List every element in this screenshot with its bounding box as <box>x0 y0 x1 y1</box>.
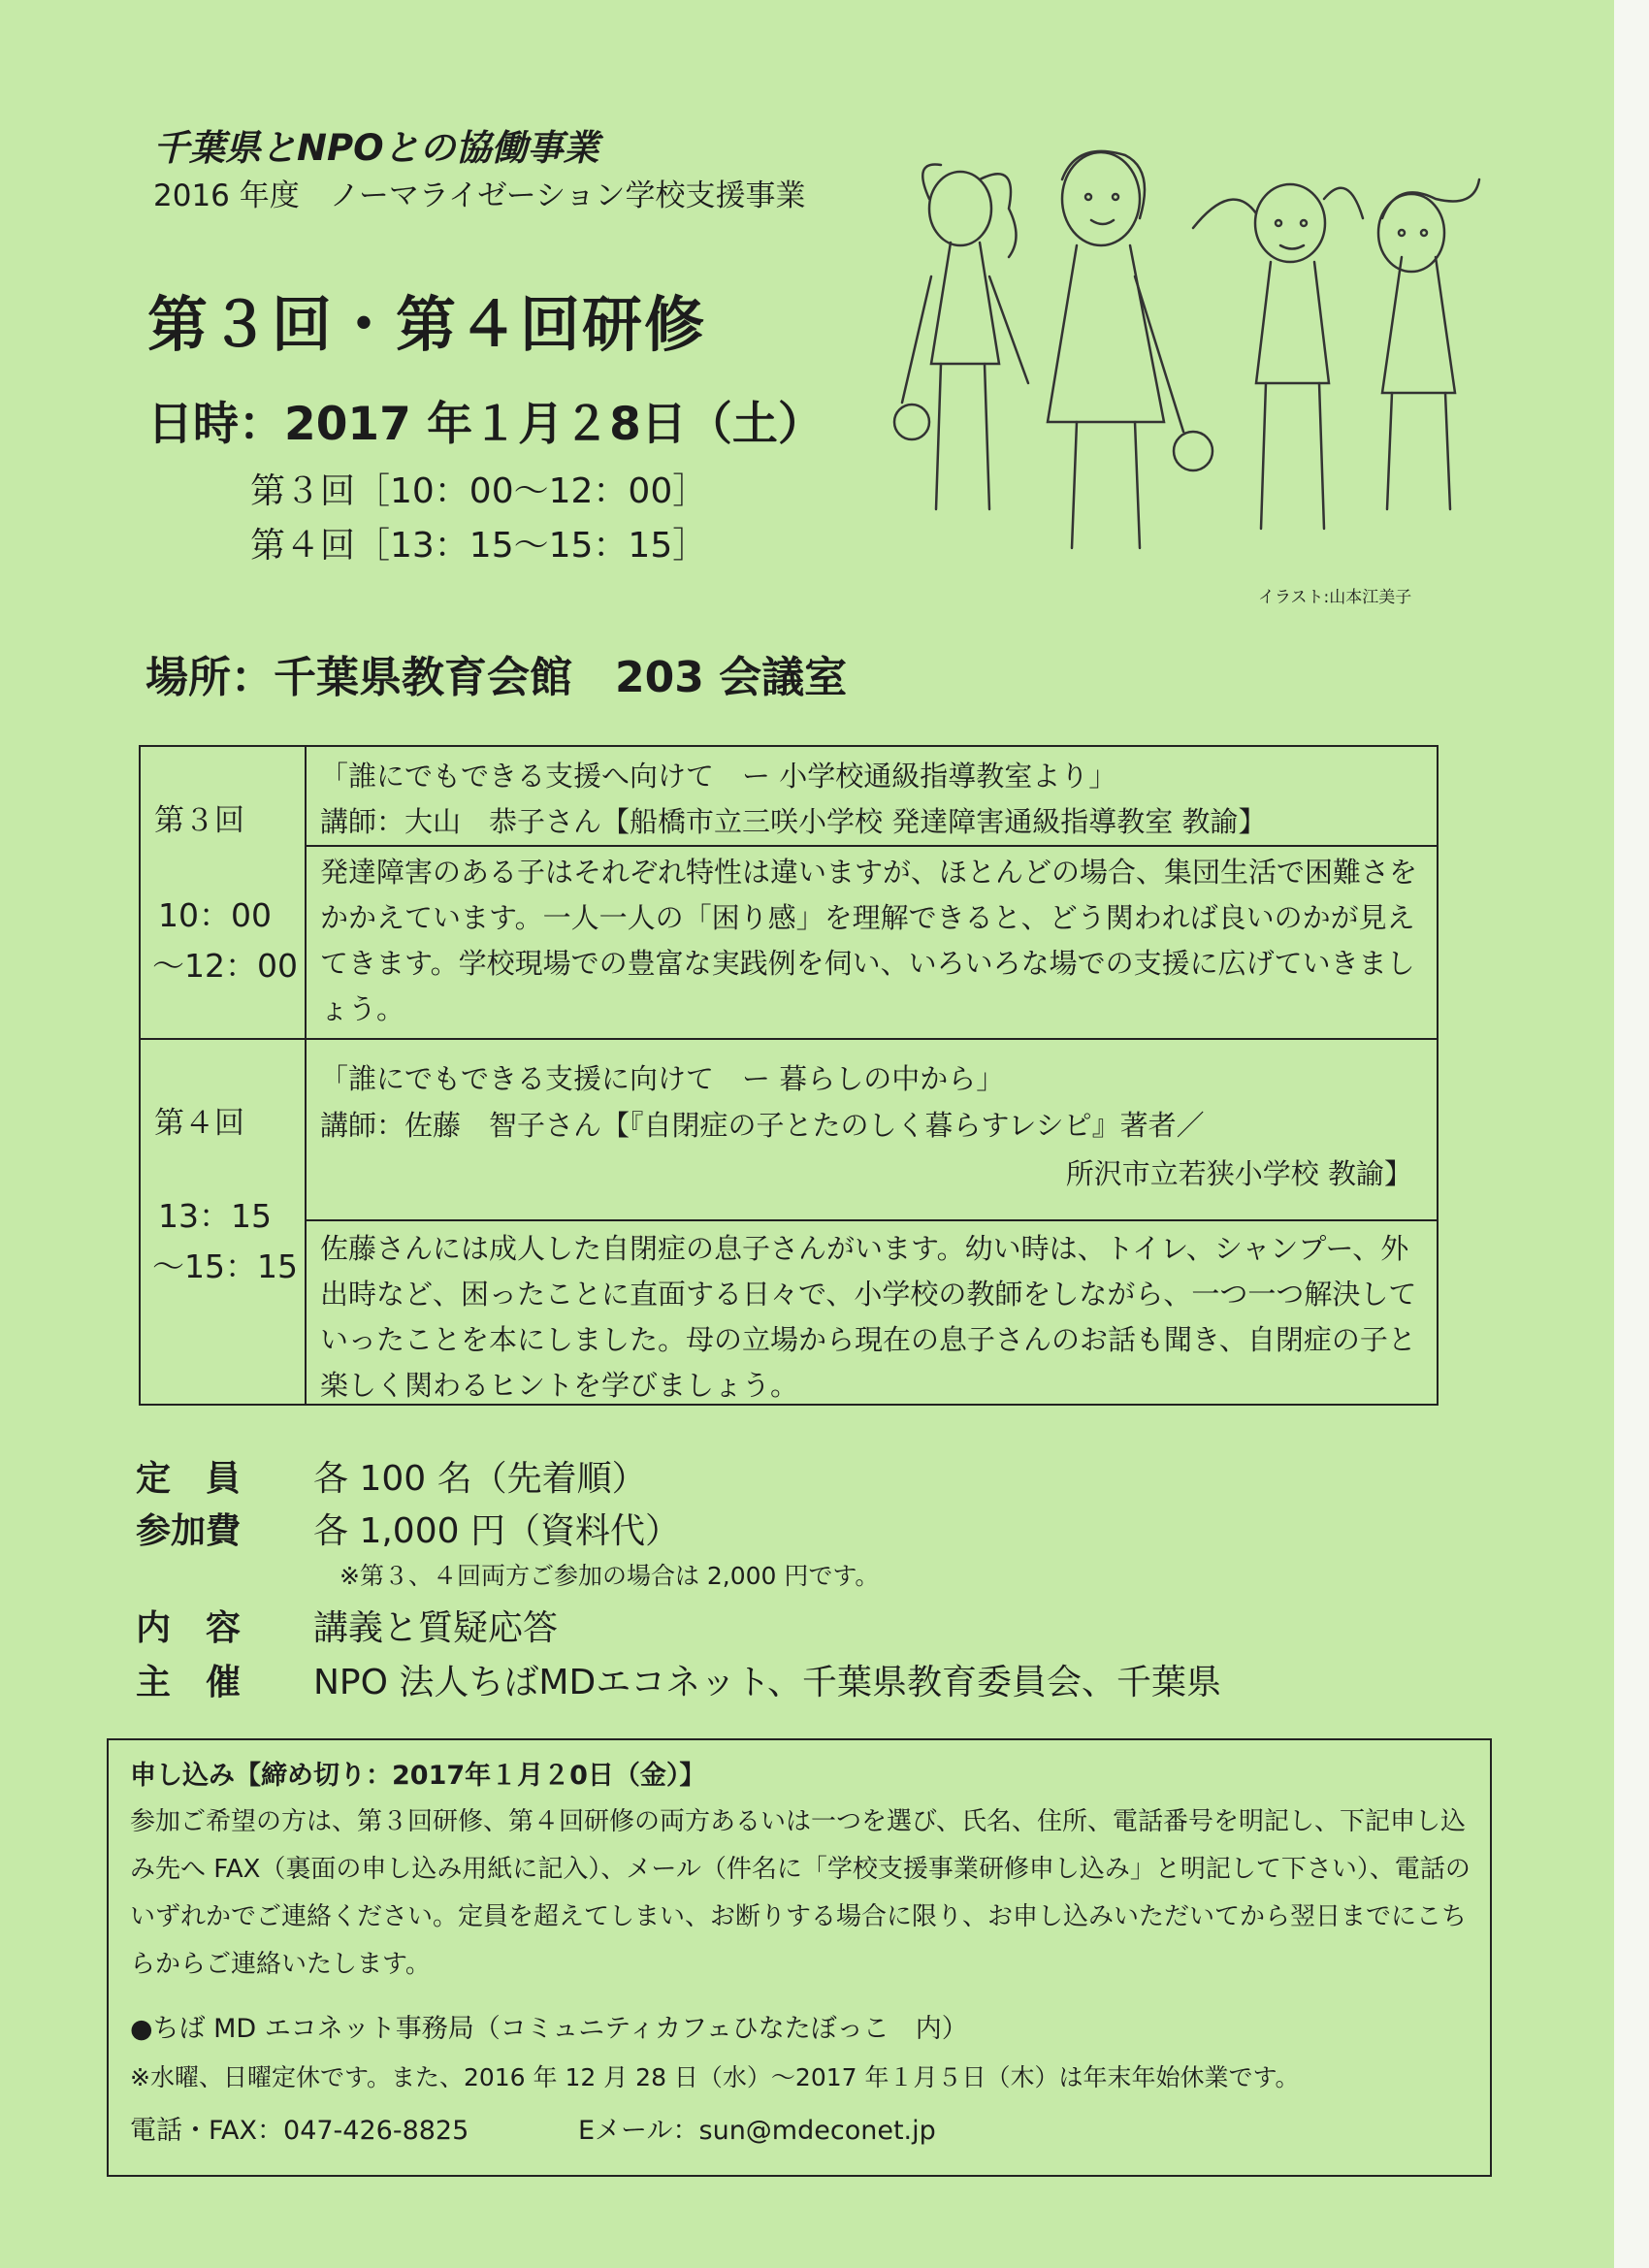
capacity-label: 定 員 <box>136 1459 242 1499</box>
schedule-table <box>139 745 1439 1406</box>
girl-figure <box>894 164 1028 509</box>
event-date: 日時：2017 年１月２8日（土） <box>147 398 824 451</box>
girl-figure <box>1193 184 1363 529</box>
capacity-value: 各 100 名（先着順） <box>313 1459 647 1499</box>
session3-time: 第３回［10：00～12：00］ <box>250 471 708 511</box>
session4-description: 佐藤さんには成人した自閉症の息子さんがいます。幼い時は、トイレ、シャンプー、外出時など、困ったことに直面する日々で、小学校の教師をしながら、一つ一つ解決していったことを本にしました。母の立場から現在の息子さんのお話も聞き、自閉症の子と楽しく関わるヒントを学びましょう。 <box>320 1232 1417 1402</box>
application-body: 参加ご希望の方は、第３回研修、第４回研修の両方あるいは一つを選び、氏名、住所、電話番号を明記し、下記申し込み先へ FAX（裏面の申し込み用紙に記入）、メール（件名に「学校支援事業研修申し込み」と明記して下さい）、電話のいずれかでご連絡ください。定員を超えてしまい、お断りする場合に限り、お申し込みいただいてから翌日までにこちらからご連絡いたします。 <box>130 1807 1471 1979</box>
holiday-note: ※水曜、日曜定休です。また、2016 年 12 月 28 日（水）～2017 年１月５日（木）は年末年始休業です。 <box>130 2063 1300 2091</box>
fee-note: ※第３、４回両方ご参加の場合は 2,000 円です。 <box>340 1562 880 1590</box>
session4-time-start: 13：15 <box>158 1197 272 1235</box>
event-place: 場所：千葉県教育会館 203 会議室 <box>146 653 848 702</box>
session3-topic: 「誰にでもできる支援へ向けて ー 小学校通級指導教室より」 <box>320 760 1117 793</box>
session4-lecturer: 講師：佐藤 智子さん【『自閉症の子とたのしく暮らすレシピ』著者／ <box>320 1109 1205 1142</box>
girl-figure <box>1048 151 1212 548</box>
content-label: 内 容 <box>136 1608 242 1648</box>
session3-description: 発達障害のある子はそれぞれ特性は違いますが、ほとんどの場合、集団生活で困難さをかかえています。一人一人の「困り感」を理解できると、どう関われば良いのかが見えてきます。学校現場での豊富な実践例を伺い、いろいろな場での支援に広げていきましょう。 <box>320 856 1418 1025</box>
host-value: NPO 法人ちばMDエコネット、千葉県教育委員会、千葉県 <box>313 1663 1221 1702</box>
project-year-title: 2016 年度 ノーマライゼーション学校支援事業 <box>153 178 806 213</box>
session4-topic: 「誰にでもできる支援に向けて ー 暮らしの中から」 <box>320 1062 1005 1095</box>
session3-label: 第３回 <box>154 803 244 838</box>
session3-time-start: 10：00 <box>158 896 272 934</box>
session4-lecturer-affiliation: 所沢市立若狭小学校 教諭】 <box>1065 1157 1412 1190</box>
fee-value: 各 1,000 円（資料代） <box>313 1511 680 1551</box>
contact-phone: 電話・FAX：047-426-8825 <box>130 2116 469 2146</box>
illustration-credit: イラスト:山本江美子 <box>1258 588 1412 607</box>
session3-time-end: ～12：00 <box>152 947 298 985</box>
session4-label: 第４回 <box>154 1106 244 1141</box>
application-heading: 申し込み【締め切り：2017年１月２0日（金）】 <box>130 1761 706 1791</box>
page-right-edge <box>1614 0 1649 2268</box>
illustration-girls <box>873 141 1494 577</box>
fee-label: 参加費 <box>136 1511 242 1551</box>
application-box <box>107 1738 1492 2177</box>
page-title: 第３回・第４回研修 <box>147 289 707 360</box>
girl-figure <box>1378 179 1479 509</box>
host-label: 主 催 <box>136 1663 242 1702</box>
project-subtitle: 千葉県とNPOとの協働事業 <box>153 127 599 169</box>
content-value: 講義と質疑応答 <box>313 1608 559 1648</box>
session4-time: 第４回［13：15～15：15］ <box>250 526 708 566</box>
session4-time-end: ～15：15 <box>152 1247 298 1285</box>
session3-lecturer: 講師：大山 恭子さん【船橋市立三咲小学校 発達障害通級指導教室 教諭】 <box>320 805 1267 838</box>
office-name: ●ちば MD エコネット事務局（コミュニティカフェひなたぼっこ 内） <box>130 2014 968 2044</box>
contact-email: Eメール：sun@mdeconet.jp <box>578 2116 936 2146</box>
